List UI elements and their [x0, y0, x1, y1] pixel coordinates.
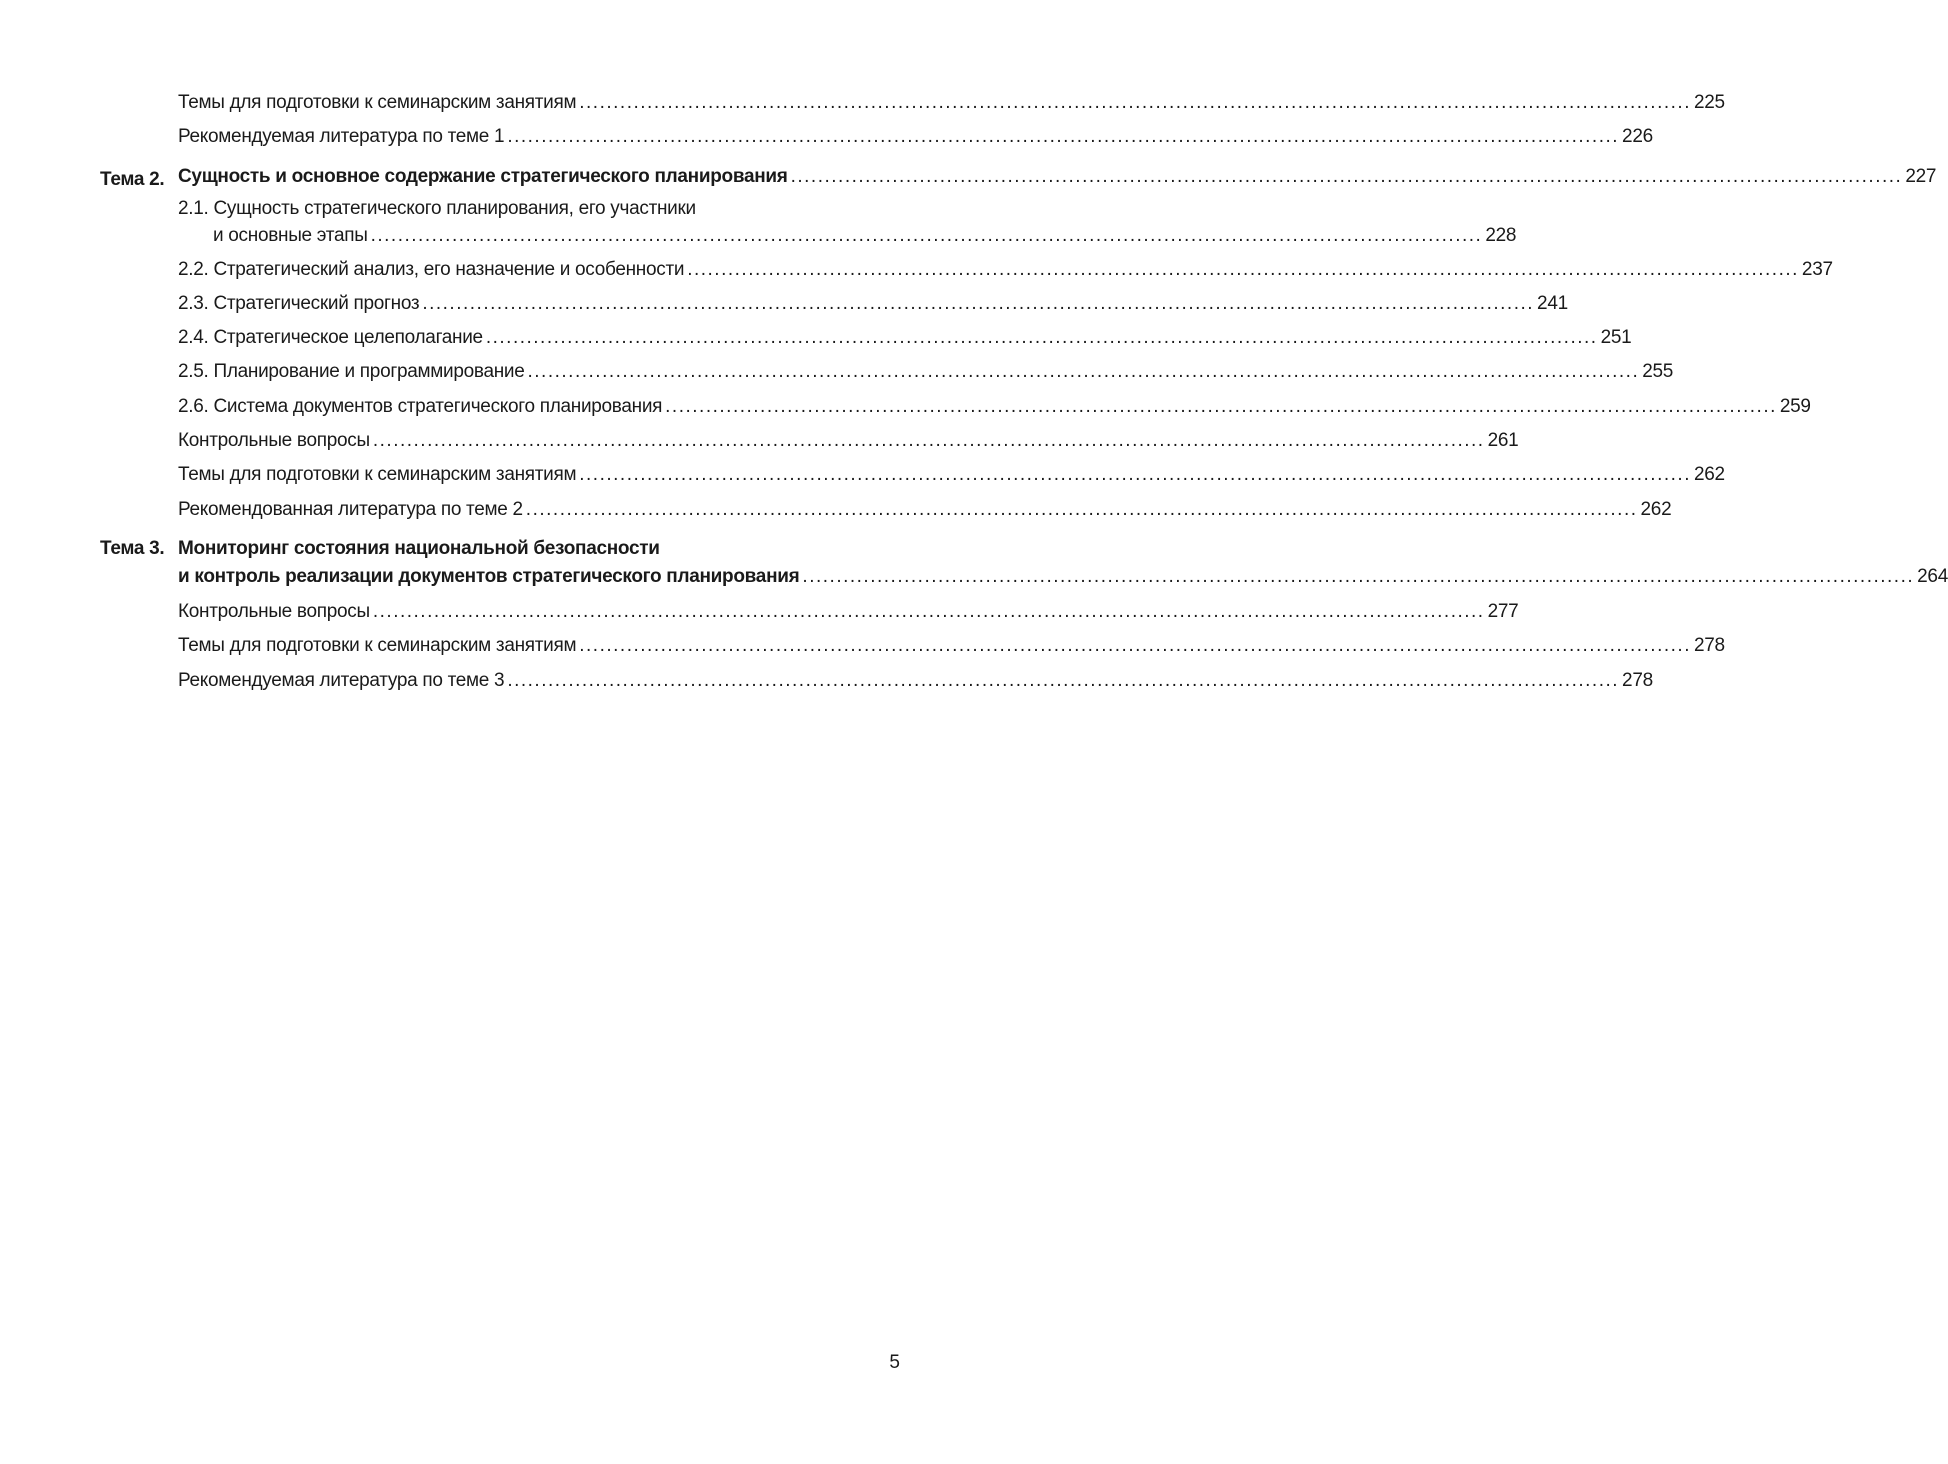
leader-dots: ....................................................................................................................................................................: [525, 498, 1638, 520]
chapter-page: 227: [1905, 165, 1937, 187]
toc-entry-page: 262: [1640, 498, 1672, 520]
toc-entry-page: 228: [1485, 224, 1517, 246]
leader-dots: ....................................................................................................................................................................: [422, 292, 1535, 314]
toc-entry-label: 2.1. Сущность стратегического планирования, его участники: [178, 197, 696, 219]
chapter-title: Мониторинг состояния национальной безопасности: [178, 537, 660, 559]
toc-entry[interactable]: [100, 424, 1519, 458]
toc-entry-page: 261: [1487, 430, 1519, 452]
toc-entry-page: 259: [1779, 395, 1811, 417]
leader-dots: ....................................................................................................................................................................: [687, 258, 1799, 280]
toc-entry-label: Рекомендуемая литература по теме 1: [178, 126, 505, 148]
toc-entry[interactable]: [100, 253, 1833, 287]
toc-entry-label: Темы для подготовки к семинарским занятиям: [178, 635, 577, 657]
toc-entry[interactable]: [100, 120, 1653, 154]
leader-dots: ....................................................................................................................................................................: [370, 224, 1483, 246]
leader-dots: ....................................................................................................................................................................: [579, 92, 1691, 113]
toc-entry[interactable]: [100, 390, 1811, 424]
chapter-page: 264: [1917, 565, 1948, 587]
toc-entry-page: 278: [1622, 669, 1653, 691]
toc-entry-label: 2.5. Планирование и программирование: [178, 361, 525, 383]
toc-entry[interactable]: [100, 629, 1725, 663]
toc-entry[interactable]: [100, 595, 1519, 629]
toc-entry[interactable]: [100, 458, 1725, 492]
toc-entry[interactable]: [100, 195, 1517, 249]
toc-entry-page: 225: [1693, 92, 1725, 113]
chapter-title-continued: и контроль реализации документов стратегического планирования: [178, 565, 800, 587]
toc-entry-label: Рекомендованная литература по теме 2: [178, 498, 523, 520]
toc-entry-label: 2.2. Стратегический анализ, его назначение и особенности: [178, 258, 685, 280]
toc-entry-label: 2.6. Система документов стратегического планирования: [178, 395, 663, 417]
toc-entry[interactable]: [100, 355, 1674, 389]
leader-dots: ....................................................................................................................................................................: [579, 464, 1691, 486]
toc-entry-page: 251: [1600, 327, 1632, 349]
leader-dots: ....................................................................................................................................................................: [372, 430, 1485, 452]
chapter-title: Сущность и основное содержание стратегического планирования: [178, 165, 788, 187]
leader-dots: ....................................................................................................................................................................: [507, 126, 1620, 148]
toc-entry-label: 2.4. Стратегическое целеполагание: [178, 327, 483, 349]
toc-entry[interactable]: [100, 86, 1725, 120]
toc-entry-label: Темы для подготовки к семинарским занятиям: [178, 92, 577, 113]
toc-entry[interactable]: [100, 287, 1568, 321]
toc-entry-label: 2.3. Стратегический прогноз: [178, 292, 420, 314]
chapter-number: Тема 2.: [100, 168, 165, 190]
toc-entry[interactable]: [100, 321, 1632, 355]
toc-entry-label: Рекомендуемая литература по теме 3: [178, 669, 505, 691]
leader-dots: ....................................................................................................................................................................: [579, 635, 1691, 657]
toc-entry-page: 255: [1642, 361, 1674, 383]
toc-entry-label: Контрольные вопросы: [178, 430, 370, 452]
toc-entry-label: Контрольные вопросы: [178, 600, 370, 622]
leader-dots: ....................................................................................................................................................................: [507, 669, 1620, 691]
leader-dots: ....................................................................................................................................................................: [790, 165, 1903, 187]
leader-dots: ....................................................................................................................................................................: [485, 327, 1598, 349]
chapter-number: Тема 3.: [100, 537, 165, 559]
leader-dots: ....................................................................................................................................................................: [372, 600, 1485, 622]
toc-entry-page: 237: [1801, 258, 1833, 280]
leader-dots: ....................................................................................................................................................................: [527, 361, 1640, 383]
toc-entry[interactable]: [100, 493, 1672, 527]
leader-dots: ....................................................................................................................................................................: [665, 395, 1777, 417]
toc-entry-page: 241: [1537, 292, 1568, 314]
toc-chapter-2[interactable]: [100, 163, 1937, 191]
toc-entry-page: 262: [1693, 464, 1725, 486]
toc-entry-label: Темы для подготовки к семинарским занятиям: [178, 464, 577, 486]
page-number: 5: [889, 1352, 900, 1373]
toc-entry-label-continued: и основные этапы: [213, 224, 368, 246]
toc-entry-page: 277: [1487, 600, 1519, 622]
toc-entry[interactable]: [100, 664, 1653, 698]
toc-entry-page: 226: [1622, 126, 1653, 148]
toc-chapter-3[interactable]: [100, 535, 1948, 591]
leader-dots: ....................................................................................................................................................................: [802, 565, 1915, 587]
table-of-contents: [100, 86, 1948, 698]
toc-entry-page: 278: [1693, 635, 1725, 657]
